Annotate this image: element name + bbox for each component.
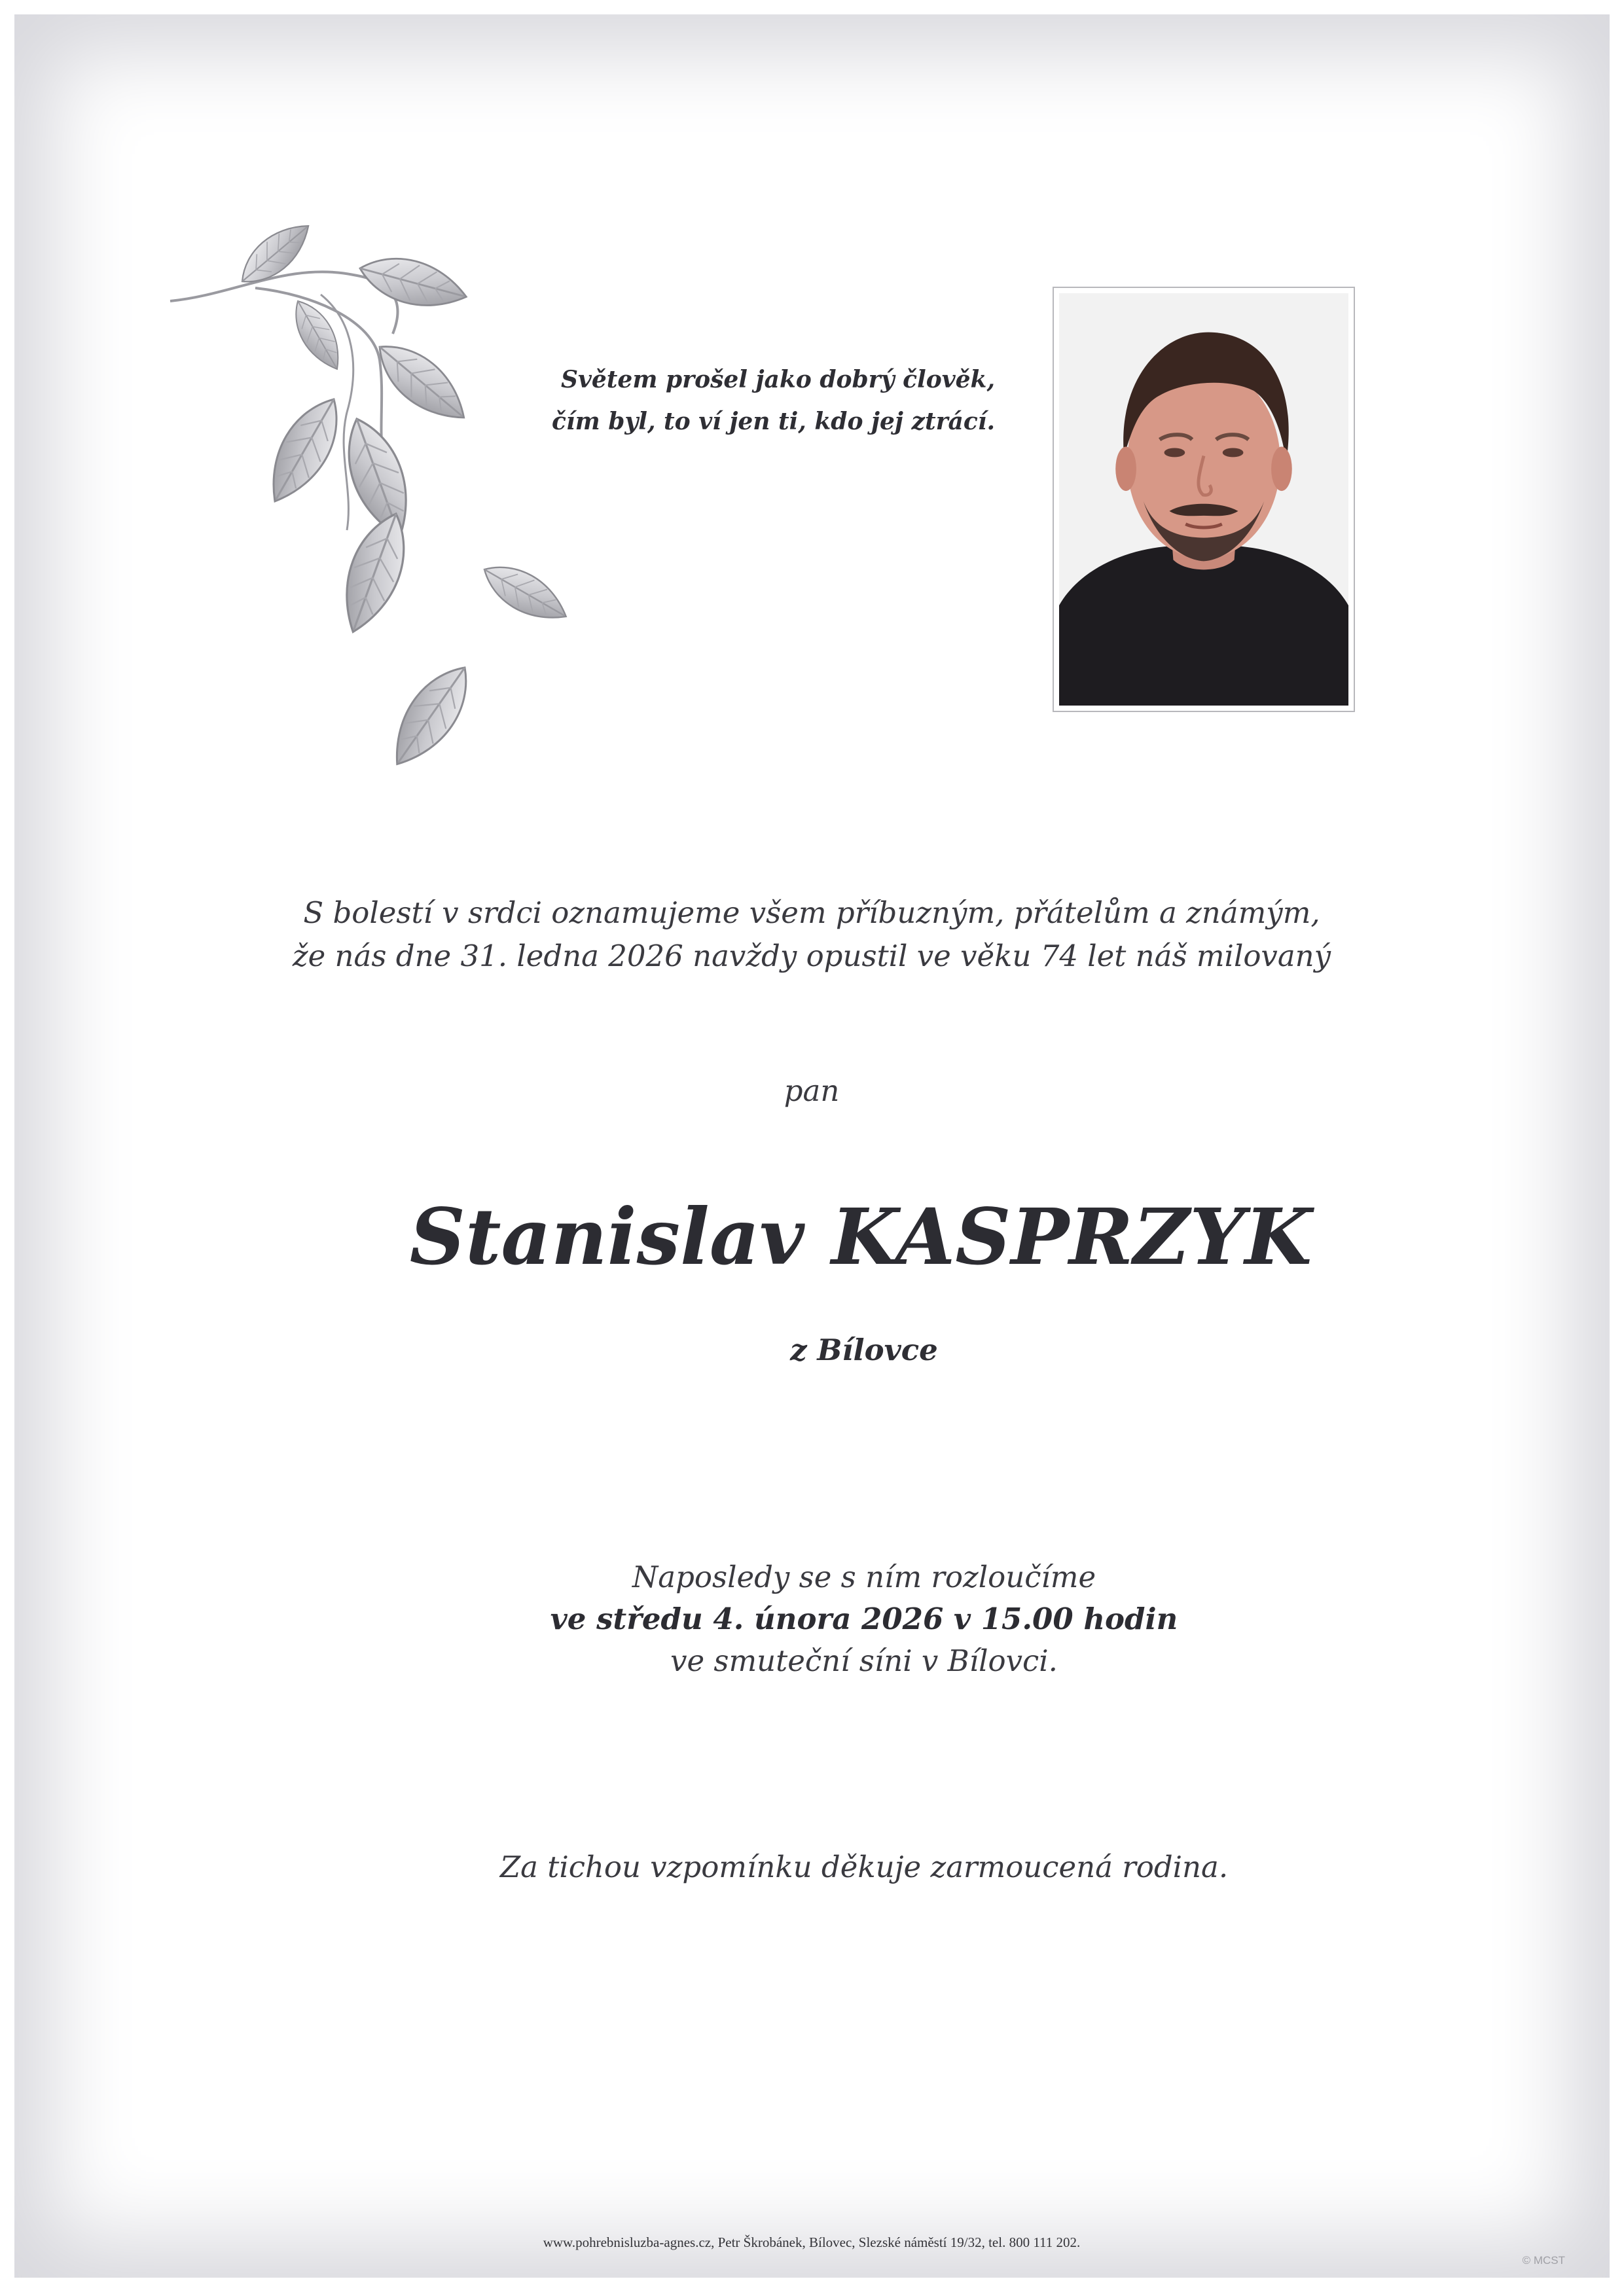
- motto-line-1: Světem prošel jako dobrý člověk,: [560, 366, 995, 393]
- deceased-origin: z Bílovce: [790, 1333, 938, 1367]
- motto-line-2: čím byl, to ví jen ti, kdo jej ztrácí.: [551, 408, 995, 435]
- funeral-service-footer: www.pohrebnisluzba-agnes.cz, Petr Škrobánek, Bílovec, Slezské náměstí 19/32, tel. 800 111 202.: [543, 2234, 1081, 2250]
- farewell-line-1: Naposledy se s ním rozloučíme: [632, 1560, 1096, 1594]
- portrait-photo-frame: [1053, 287, 1355, 712]
- deceased-name: Stanislav KASPRZYK: [409, 1191, 1312, 1282]
- family-thanks: Za tichou vzpomínku děkuje zarmoucená rodina.: [499, 1850, 1229, 1884]
- portrait-photo: [1059, 293, 1348, 706]
- farewell-details: [157, 1556, 1571, 1682]
- leaves-branch-decoration: [157, 216, 602, 818]
- motto-quote: [497, 359, 995, 442]
- honorific-title: pan: [784, 1073, 840, 1108]
- announcement-line-1: S bolestí v srdci oznamujeme všem příbuzným, přátelům a známým,: [303, 895, 1320, 930]
- farewell-place: ve smuteční síni v Bílovci.: [670, 1643, 1058, 1678]
- announcement-text: [157, 891, 1466, 978]
- announcement-line-2: že nás dne 31. ledna 2026 navždy opustil ve věku 74 let náš milovaný: [292, 939, 1331, 973]
- watermark: © MCST: [1522, 2254, 1565, 2267]
- farewell-date-time: ve středu 4. února 2026 v 15.00 hodin: [550, 1602, 1178, 1636]
